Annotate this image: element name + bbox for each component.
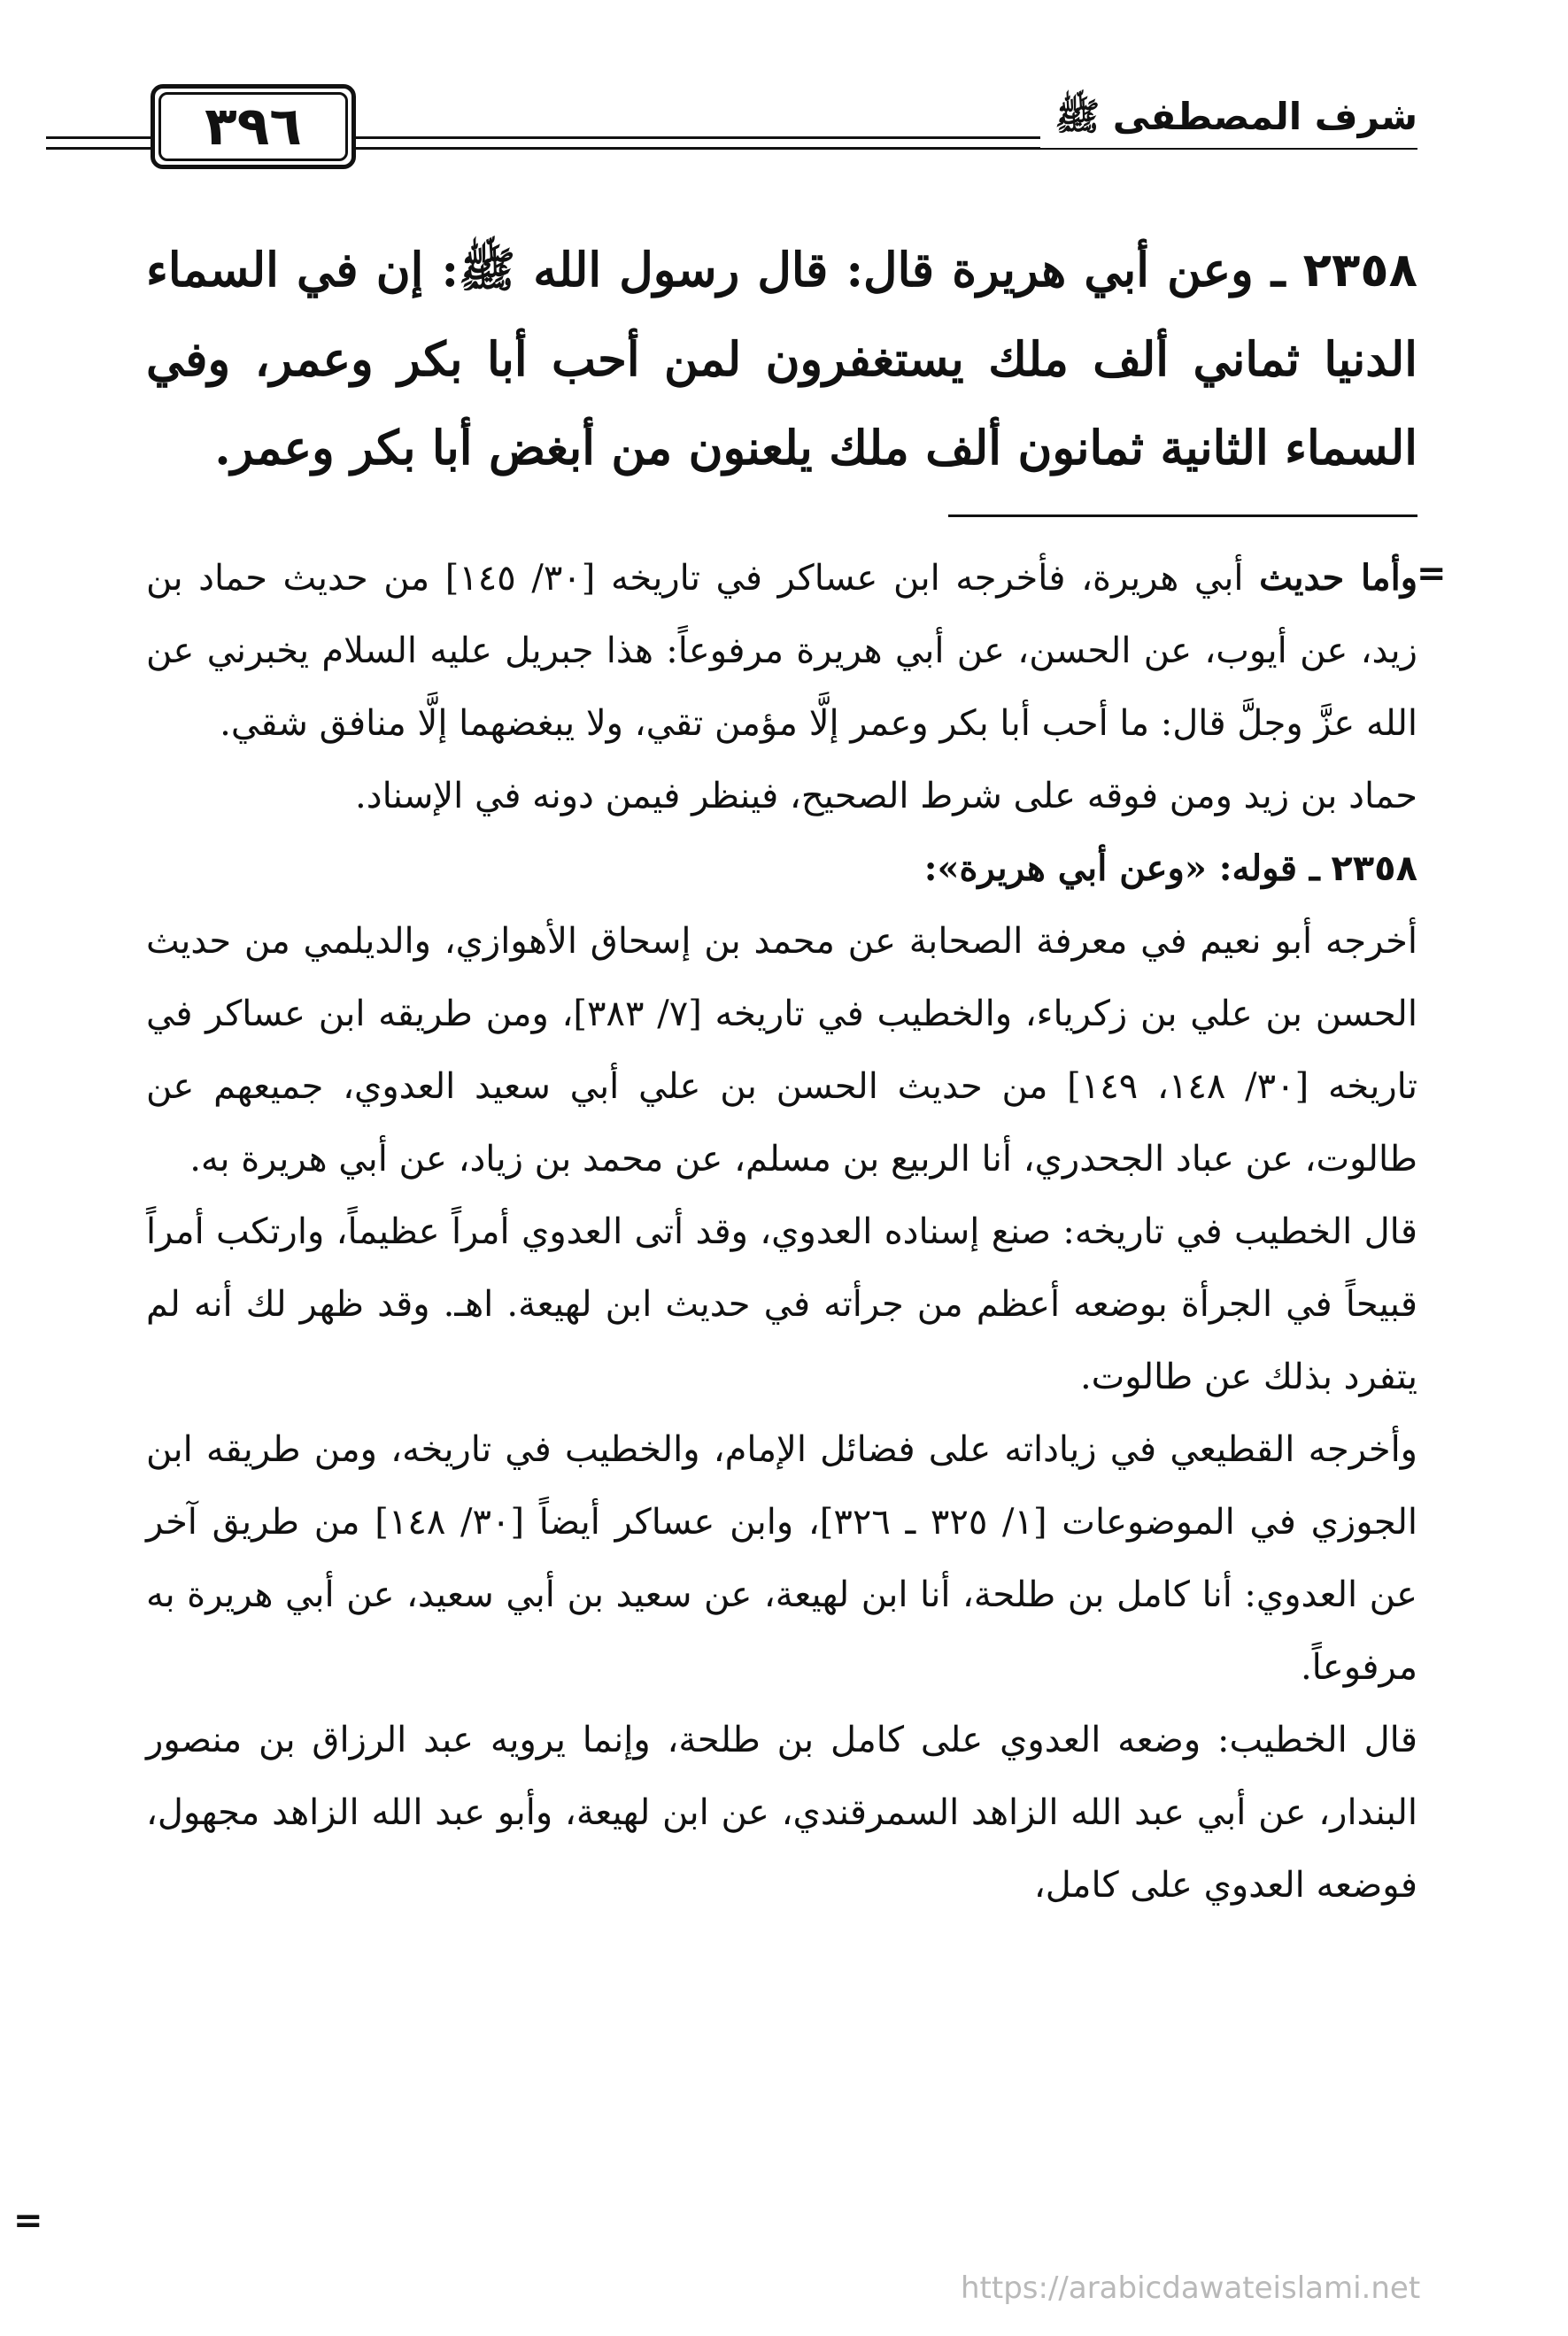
hadith-body: ـ وعن أبي هريرة قال: قال رسول الله ﷺ: إن في السماء الدنيا ثماني ألف ملك يستغفرون لمن أحب أبا بكر وعمر، وفي السماء الثانية ثمانون ألف ملك يلعنون من أبغض أبا بكر وعمر. bbox=[146, 243, 1417, 476]
continuation-marker: = bbox=[13, 2201, 43, 2241]
footnote-paragraph: وأخرجه القطيعي في زياداته على فضائل الإمام، والخطيب في تاريخه، ومن طريقه ابن الجوزي في الموضوعات [١/ ٣٢٥ ـ ٣٢٦]، وابن عساكر أيضاً [٣٠/ ١٤٨] من طريق آخر عن العدوي: أنا كامل بن طلحة، أنا ابن لهيعة، عن سعيد بن أبي سعيد، عن أبي هريرة به مرفوعاً. bbox=[146, 1429, 1417, 1688]
footnote-paragraph bbox=[146, 542, 1417, 760]
footnote-paragraph: قال الخطيب: وضعه العدوي على كامل بن طلحة، وإنما يرويه عبد الرزاق بن منصور البندار، عن أبي عبد الله الزاهد السمرقندي، عن ابن لهيعة، وأبو عبد الله الزاهد مجهول، فوضعه العدوي على كامل، bbox=[146, 1720, 1417, 1906]
footnotes bbox=[146, 542, 1417, 1922]
footnote-lead: وأما حديث bbox=[1259, 557, 1418, 599]
page-number: ٣٩٦ bbox=[158, 92, 348, 161]
page-header bbox=[46, 81, 1417, 188]
hadith-main-text bbox=[146, 226, 1417, 492]
page-number-frame bbox=[151, 84, 356, 169]
book-title: شرف المصطفى ﷺ bbox=[1040, 94, 1417, 148]
continuation-marker: = bbox=[1417, 553, 1447, 594]
footnote-number: ٢٣٥٨ bbox=[1331, 848, 1417, 889]
footnote-separator bbox=[948, 514, 1417, 517]
hadith-number: ٢٣٥٨ bbox=[1302, 244, 1417, 298]
footnote-heading-text: ـ قوله: «وعن أبي هريرة»: bbox=[923, 847, 1320, 889]
footnote-text: أبي هريرة، فأخرجه ابن عساكر في تاريخه [٣٠/ ١٤٥] من حديث حماد بن زيد، عن أيوب، عن الحسن، عن أبي هريرة مرفوعاً: هذا جبريل عليه السلام يخبرني عن الله عزَّ وجلَّ قال: ما أحب أبا بكر وعمر إلَّا مؤمن تقي، ولا يبغضهما إلَّا منافق شقي. bbox=[146, 558, 1417, 744]
footnote-paragraph: حماد بن زيد ومن فوقه على شرط الصحيح، فينظر فيمن دونه في الإسناد. bbox=[355, 776, 1417, 816]
footnote-heading bbox=[146, 832, 1417, 905]
footnote-paragraph: أخرجه أبو نعيم في معرفة الصحابة عن محمد بن إسحاق الأهوازي، والديلمي من حديث الحسن بن علي بن زكرياء، والخطيب في تاريخه [٧/ ٣٨٣]، ومن طريقه ابن عساكر في تاريخه [٣٠/ ١٤٨، ١٤٩] من حديث الحسن بن علي أبي سعيد العدوي، جميعهم عن طالوت، عن عباد الجحدري، أنا الربيع بن مسلم، عن محمد بن زياد، عن أبي هريرة به. bbox=[146, 921, 1418, 1180]
footnote-paragraph: قال الخطيب في تاريخه: صنع إسناده العدوي، وقد أتى العدوي أمراً عظيماً، وارتكب أمراً قبيحاً في الجرأة بوضعه أعظم من جرأته في حديث ابن لهيعة. اهـ. وقد ظهر لك أنه لم يتفرد بذلك عن طالوت. bbox=[146, 1211, 1417, 1397]
watermark: https://arabicdawateislami.net bbox=[961, 2270, 1421, 2306]
